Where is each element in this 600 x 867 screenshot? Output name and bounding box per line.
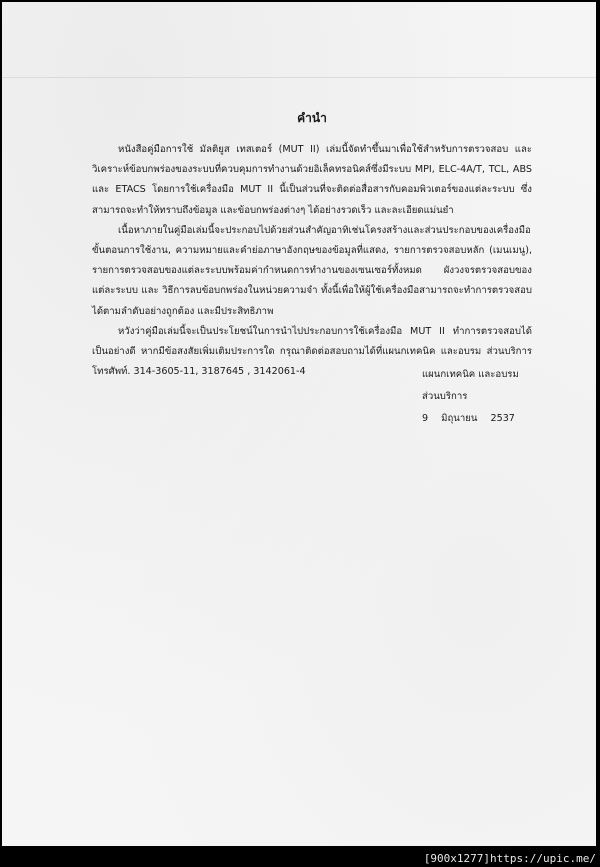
page-fold-line (2, 77, 596, 78)
signature-division: ส่วนบริการ (422, 391, 468, 402)
paragraph-intro: หนังสือคู่มือการใช้ มัลติยูส เทสเตอร์ (MUT II) เล่มนี้จัดทำขึ้นมาเพื่อใช้สำหรับการตรวจสอบ และ วิเคราะห์ข้อบกพร่องของระบบที่ควบคุมการทำงานด้วยอิเล็คทรอนิคส์ซึ่งมีระบบ MPI, ELC-4A/T, TCL, ABS และ ETACS โดยการใช้เครื่องมือ MUT II นี้เป็นส่วนที่จะติดต่อสื่อสารกับคอมพิวเตอร์ของแต่ละระบบ ซึ่งสามารถจะทำให้ทราบถึงข้อมูล และข้อบกพร่องต่างๆ ได้อย่างรวดเร็ว และละเอียดแม่นยำ (92, 144, 532, 216)
signature-date (422, 408, 525, 430)
document-title: คำนำ (297, 111, 327, 125)
scanned-page (2, 2, 596, 846)
date-year: 2537 (490, 413, 515, 424)
image-host-watermark: [900x1277]https://upic.me/ (423, 852, 596, 865)
document-body (92, 110, 532, 382)
paragraph-contact: หวังว่าคู่มือเล่มนี้จะเป็นประโยชน์ในการนำไปประกอบการใช้เครื่องมือ MUT II ทำการตรวจสอบได้เป็นอย่างดี หากมีข้อสงสัยเพิ่มเติมประการใด กรุณาติดต่อสอบถามได้ที่แผนกเทคนิค และอบรม ส่วนบริการ โทรศัพท์. 314-3605-11, 3187645 , 3142061-4 (92, 325, 532, 378)
date-month: มิถุนายน (441, 413, 478, 424)
signature-department: แผนกเทคนิค และอบรม (422, 369, 519, 380)
paragraph-contents: เนื้อหาภายในคู่มือเล่มนี้จะประกอบไปด้วยส่วนสำคัญอาทิเช่นโครงสร้างและส่วนประกอบของเครื่องมือ ขั้นตอนการใช้งาน, ความหมายและคำย่อภาษาอังกฤษของข้อมูลที่แสดง, รายการตรวจสอบหลัก (เมนเมนู), รายการตรวจสอบของแต่ละระบบพร้อมค่ากำหนดการทำงานของเซนเซอร์ทั้งหมด ผังวงจรตรวจสอบของแต่ละระบบ และ วิธีการลบข้อบกพร่องในหน่วยความจำ ทั้งนี้เพื่อให้ผู้ใช้เครื่องมือสามารถจะทำการตรวจสอบได้ตามลำดับอย่างถูกต้อง และมีประสิทธิภาพ (92, 224, 532, 317)
signature-block (422, 364, 525, 430)
date-day: 9 (422, 413, 429, 424)
